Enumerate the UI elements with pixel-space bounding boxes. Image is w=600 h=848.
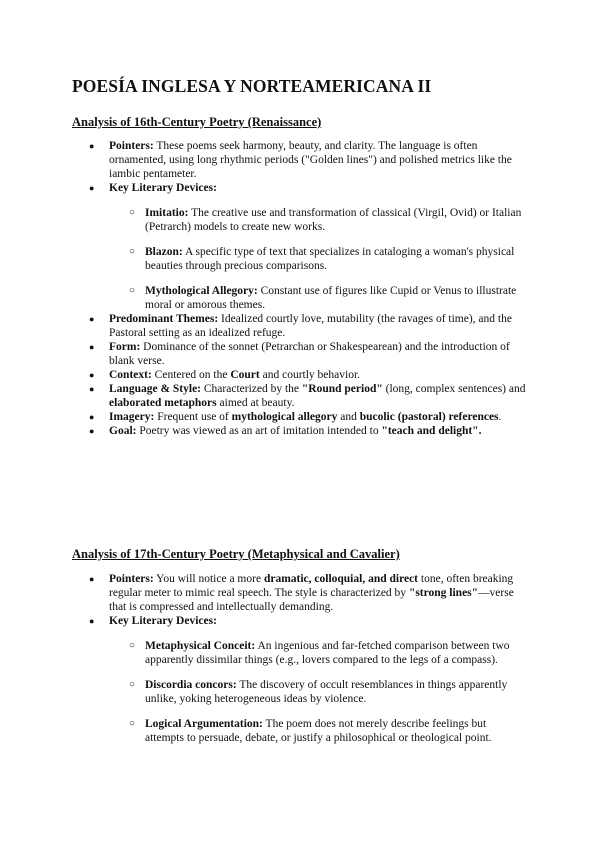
item-emphasis: elaborated metaphors [109,397,217,409]
item-text: The poem does not merely describe feelings but attempts to persuade, debate, or justify a philosophical or theological point. [145,718,492,744]
sublist-item [145,245,525,273]
list-item-key-devices [109,181,529,312]
item-text: These poems seek harmony, beauty, and clarity. The language is often ornamented, using long rhythmic periods ("Golden lines") and polished metrics like the iambic pentameter. [109,140,512,180]
list-item-pointers [109,139,529,181]
item-label: Pointers: [109,140,154,152]
item-label: Discordia concors: [145,679,237,691]
item-text: aimed at beauty. [219,397,295,409]
item-emphasis: "teach and delight". [381,425,482,437]
item-label: Mythological Allegory: [145,285,258,297]
section-heading-17th: Analysis of 17th-Century Poetry (Metaphysical and Cavalier) [72,547,400,561]
item-text: tone, often breaking regular meter to mimic real speech. The style is characterized by [109,573,514,599]
list-item-goal [109,424,529,438]
item-text: A specific type of text that specializes in cataloging a woman's physical beauties through precious comparisons. [145,246,515,272]
item-label: Form: [109,341,141,353]
item-text: You will notice a more [156,573,262,585]
item-label: Imitatio: [145,207,189,219]
item-text: Frequent use of [157,411,229,423]
list-item-pointers [109,572,529,614]
list-item-key-devices [109,614,529,745]
list-item-form [109,340,529,368]
devices-sublist [145,206,525,312]
item-text: Constant use of figures like Cupid or Venus to illustrate moral or amorous themes. [145,285,517,311]
item-label: Blazon: [145,246,183,258]
item-label: Pointers: [109,573,154,585]
item-text: . [498,411,502,423]
item-label: Key Literary Devices: [109,182,217,194]
item-emphasis: bucolic (pastoral) references [359,411,499,423]
section-17th-list [109,572,529,745]
list-item-language [109,382,529,410]
sublist-item [145,717,525,745]
item-emphasis: Court [230,369,260,381]
list-item-context [109,368,529,382]
item-emphasis: dramatic, colloquial, and direct [263,573,419,585]
item-text: Idealized courtly love, mutability (the ravages of time), and the Pastoral setting as an idealized refuge. [109,313,512,339]
sublist-item [145,678,525,706]
item-label: Goal: [109,425,137,437]
item-label: Language & Style: [109,383,201,395]
item-label: Context: [109,369,152,381]
item-text: Poetry was viewed as an art of imitation intended to [139,425,379,437]
sublist-item [145,639,525,667]
item-text: (long, complex sentences) and [385,383,526,395]
page-title: POESÍA INGLESA Y NORTEAMERICANA II [72,76,432,96]
item-emphasis: mythological allegory [231,411,338,423]
item-label: Imagery: [109,411,155,423]
devices-sublist [145,639,525,745]
item-text: and courtly behavior. [262,369,361,381]
item-text: and [340,411,357,423]
item-text: —verse that is compressed and intellectually demanding. [109,587,514,613]
item-label: Predominant Themes: [109,313,219,325]
section-heading-16th: Analysis of 16th-Century Poetry (Renaissance) [72,115,322,129]
list-item-themes [109,312,529,340]
section-16th-list [109,139,529,438]
sublist-item [145,284,525,312]
item-text: An ingenious and far-fetched comparison between two apparently dissimilar things (e.g., lovers compared to the legs of a compass). [145,640,510,666]
list-item-imagery [109,410,529,424]
item-text: Characterized by the [203,383,300,395]
item-text: The discovery of occult resemblances in things apparently unlike, yoking heterogeneous ideas by violence. [145,679,508,705]
item-emphasis: "Round period" [301,383,383,395]
item-label: Key Literary Devices: [109,615,217,627]
item-label: Metaphysical Conceit: [145,640,256,652]
item-text: Centered on the [154,369,228,381]
item-text: Dominance of the sonnet (Petrarchan or Shakespearean) and the introduction of blank verse. [109,341,510,367]
item-emphasis: "strong lines" [408,587,479,599]
sublist-item [145,206,525,234]
item-text: The creative use and transformation of classical (Virgil, Ovid) or Italian (Petrarch) models to create new works. [145,207,522,233]
item-label: Logical Argumentation: [145,718,263,730]
